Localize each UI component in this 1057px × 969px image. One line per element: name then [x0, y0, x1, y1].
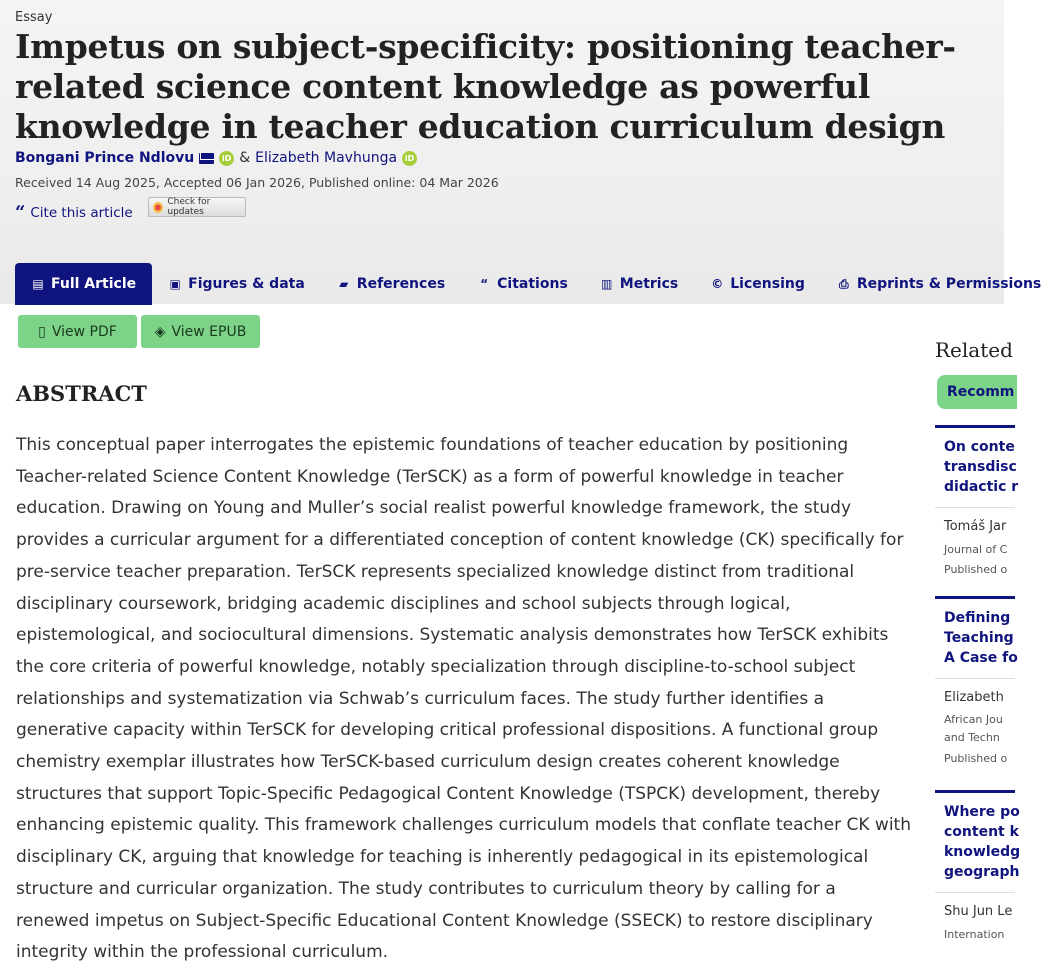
orcid-icon[interactable]: iD — [219, 151, 234, 166]
tab-licensing[interactable] — [694, 263, 821, 305]
tab-label: Licensing — [730, 276, 805, 292]
view-pdf-button[interactable] — [18, 315, 137, 348]
author-link[interactable]: Elizabeth Mavhunga — [255, 150, 398, 166]
related-article-card[interactable] — [935, 790, 1021, 945]
abstract-text: This conceptual paper interrogates the epistemic foundations of teacher education by positioning Teacher-related Science Content Knowledge (TerSCK) as a form of powerful knowledge in teacher education. Drawing on Young and Muller’s social realist powerful knowledge framework, the study provides a curricular argument for a differentiated conception of content knowledge (CK) specifically for pre-service teacher preparation. TerSCK represents specialized knowledge distinct from traditional disciplinary coursework, bridging academic disciplines and school subjects through logical, epistemological, and sociocultural dimensions. Systematic analysis demonstrates how TerSCK exhibits the core criteria of powerful knowledge, notably specialization through discipline-to-school subject relationships and systematization via Schwab’s curriculum faces. The study further identifies a generative capacity within TerSCK for developing critical professional dispositions. A functional group chemistry exemplar illustrates how TerSCK-based curriculum design creates coherent knowledge structures that support Topic-Specific Pedagogical Content Knowledge (TSPCK) development, thereby enhancing epistemic quality. This framework challenges curriculum models that conflate teacher CK with disciplinary CK, arguing that knowledge for teaching is inherently pedagogical in its epistemological structure and curricular organization. The study contributes to curriculum theory by calling for a renewed impetus on Subject-Specific Educational Content Knowledge (SSECK) to restore disciplinary integrity within the professional curriculum. — [16, 435, 911, 963]
epub-icon: ◈ — [154, 323, 166, 340]
related-article-title[interactable]: Defining Teaching A Case fo — [944, 610, 1018, 666]
article-type: Essay — [15, 10, 53, 25]
related-article-journal: Journal of C — [944, 543, 1008, 556]
author-separator: & — [239, 150, 251, 166]
related-article-author: Tomáš Jar — [944, 519, 1007, 534]
related-article-title[interactable]: On conte transdisc didactic r — [944, 439, 1019, 495]
abstract-heading: ABSTRACT — [16, 381, 147, 406]
related-article-journal: and Techn — [944, 731, 1000, 744]
tab-reprints-permissions[interactable] — [821, 263, 1057, 305]
article-tabs — [15, 263, 1057, 305]
book-icon: ▰ — [339, 277, 349, 291]
related-article-date: Published o — [944, 563, 1008, 576]
cite-article-label: Cite this article — [30, 205, 133, 221]
related-article-card[interactable] — [935, 596, 1018, 771]
related-article-title[interactable]: Where po content k knowledg geograph — [944, 804, 1021, 880]
related-heading: Related — [935, 338, 1013, 362]
divider — [935, 507, 1015, 508]
tab-full-article[interactable] — [15, 263, 152, 305]
view-epub-label: View EPUB — [171, 323, 247, 340]
tab-label: Metrics — [619, 276, 679, 292]
divider — [935, 892, 1015, 893]
related-article-author: Elizabeth — [944, 690, 1004, 705]
publication-dates: Received 14 Aug 2025, Accepted 06 Jan 2026, Published online: 04 Mar 2026 — [15, 175, 499, 190]
file-icon: ▤ — [32, 277, 44, 291]
article-title: Impetus on subject-specificity: positioning teacher-related science content knowledge as powerful knowledge in teacher education curriculum design — [15, 27, 956, 146]
related-article-date: Published o — [944, 752, 1008, 765]
tab-label: Figures & data — [188, 276, 305, 292]
related-article-author: Shu Jun Le — [944, 904, 1013, 919]
copyright-icon: © — [711, 277, 724, 291]
tab-figures-data[interactable] — [152, 263, 321, 305]
author-link[interactable]: Bongani Prince Ndlovu — [15, 150, 195, 166]
tab-references[interactable] — [321, 263, 461, 305]
quote-icon: “ — [15, 202, 26, 223]
divider — [935, 678, 1015, 679]
crossmark-icon — [153, 202, 163, 213]
view-epub-button[interactable] — [141, 315, 260, 348]
tab-label: Citations — [497, 276, 568, 292]
check-for-updates-button[interactable] — [148, 197, 246, 217]
tab-citations[interactable] — [461, 263, 584, 305]
pdf-icon: ▯ — [38, 323, 46, 340]
author-list — [15, 150, 417, 166]
tab-label: Reprints & Permissions — [856, 276, 1042, 292]
quote-icon: “ — [480, 277, 489, 291]
orcid-icon[interactable]: iD — [402, 151, 417, 166]
envelope-icon[interactable] — [199, 153, 214, 164]
tab-label: Full Article — [51, 276, 137, 292]
check-for-updates-label: Check for updates — [167, 197, 211, 217]
print-icon: ⎙ — [839, 276, 849, 291]
bar-chart-icon: ▥ — [601, 277, 613, 291]
view-pdf-label: View PDF — [51, 323, 117, 340]
recommended-tab[interactable]: Recomm — [937, 375, 1017, 409]
image-icon: ▣ — [169, 277, 181, 291]
tab-label: References — [356, 276, 446, 292]
related-article-journal: African Jou — [944, 713, 1003, 726]
related-article-card[interactable] — [935, 425, 1019, 580]
tab-metrics[interactable] — [584, 263, 694, 305]
cite-article-link[interactable] — [15, 202, 133, 223]
related-article-journal: Internation — [944, 928, 1005, 941]
